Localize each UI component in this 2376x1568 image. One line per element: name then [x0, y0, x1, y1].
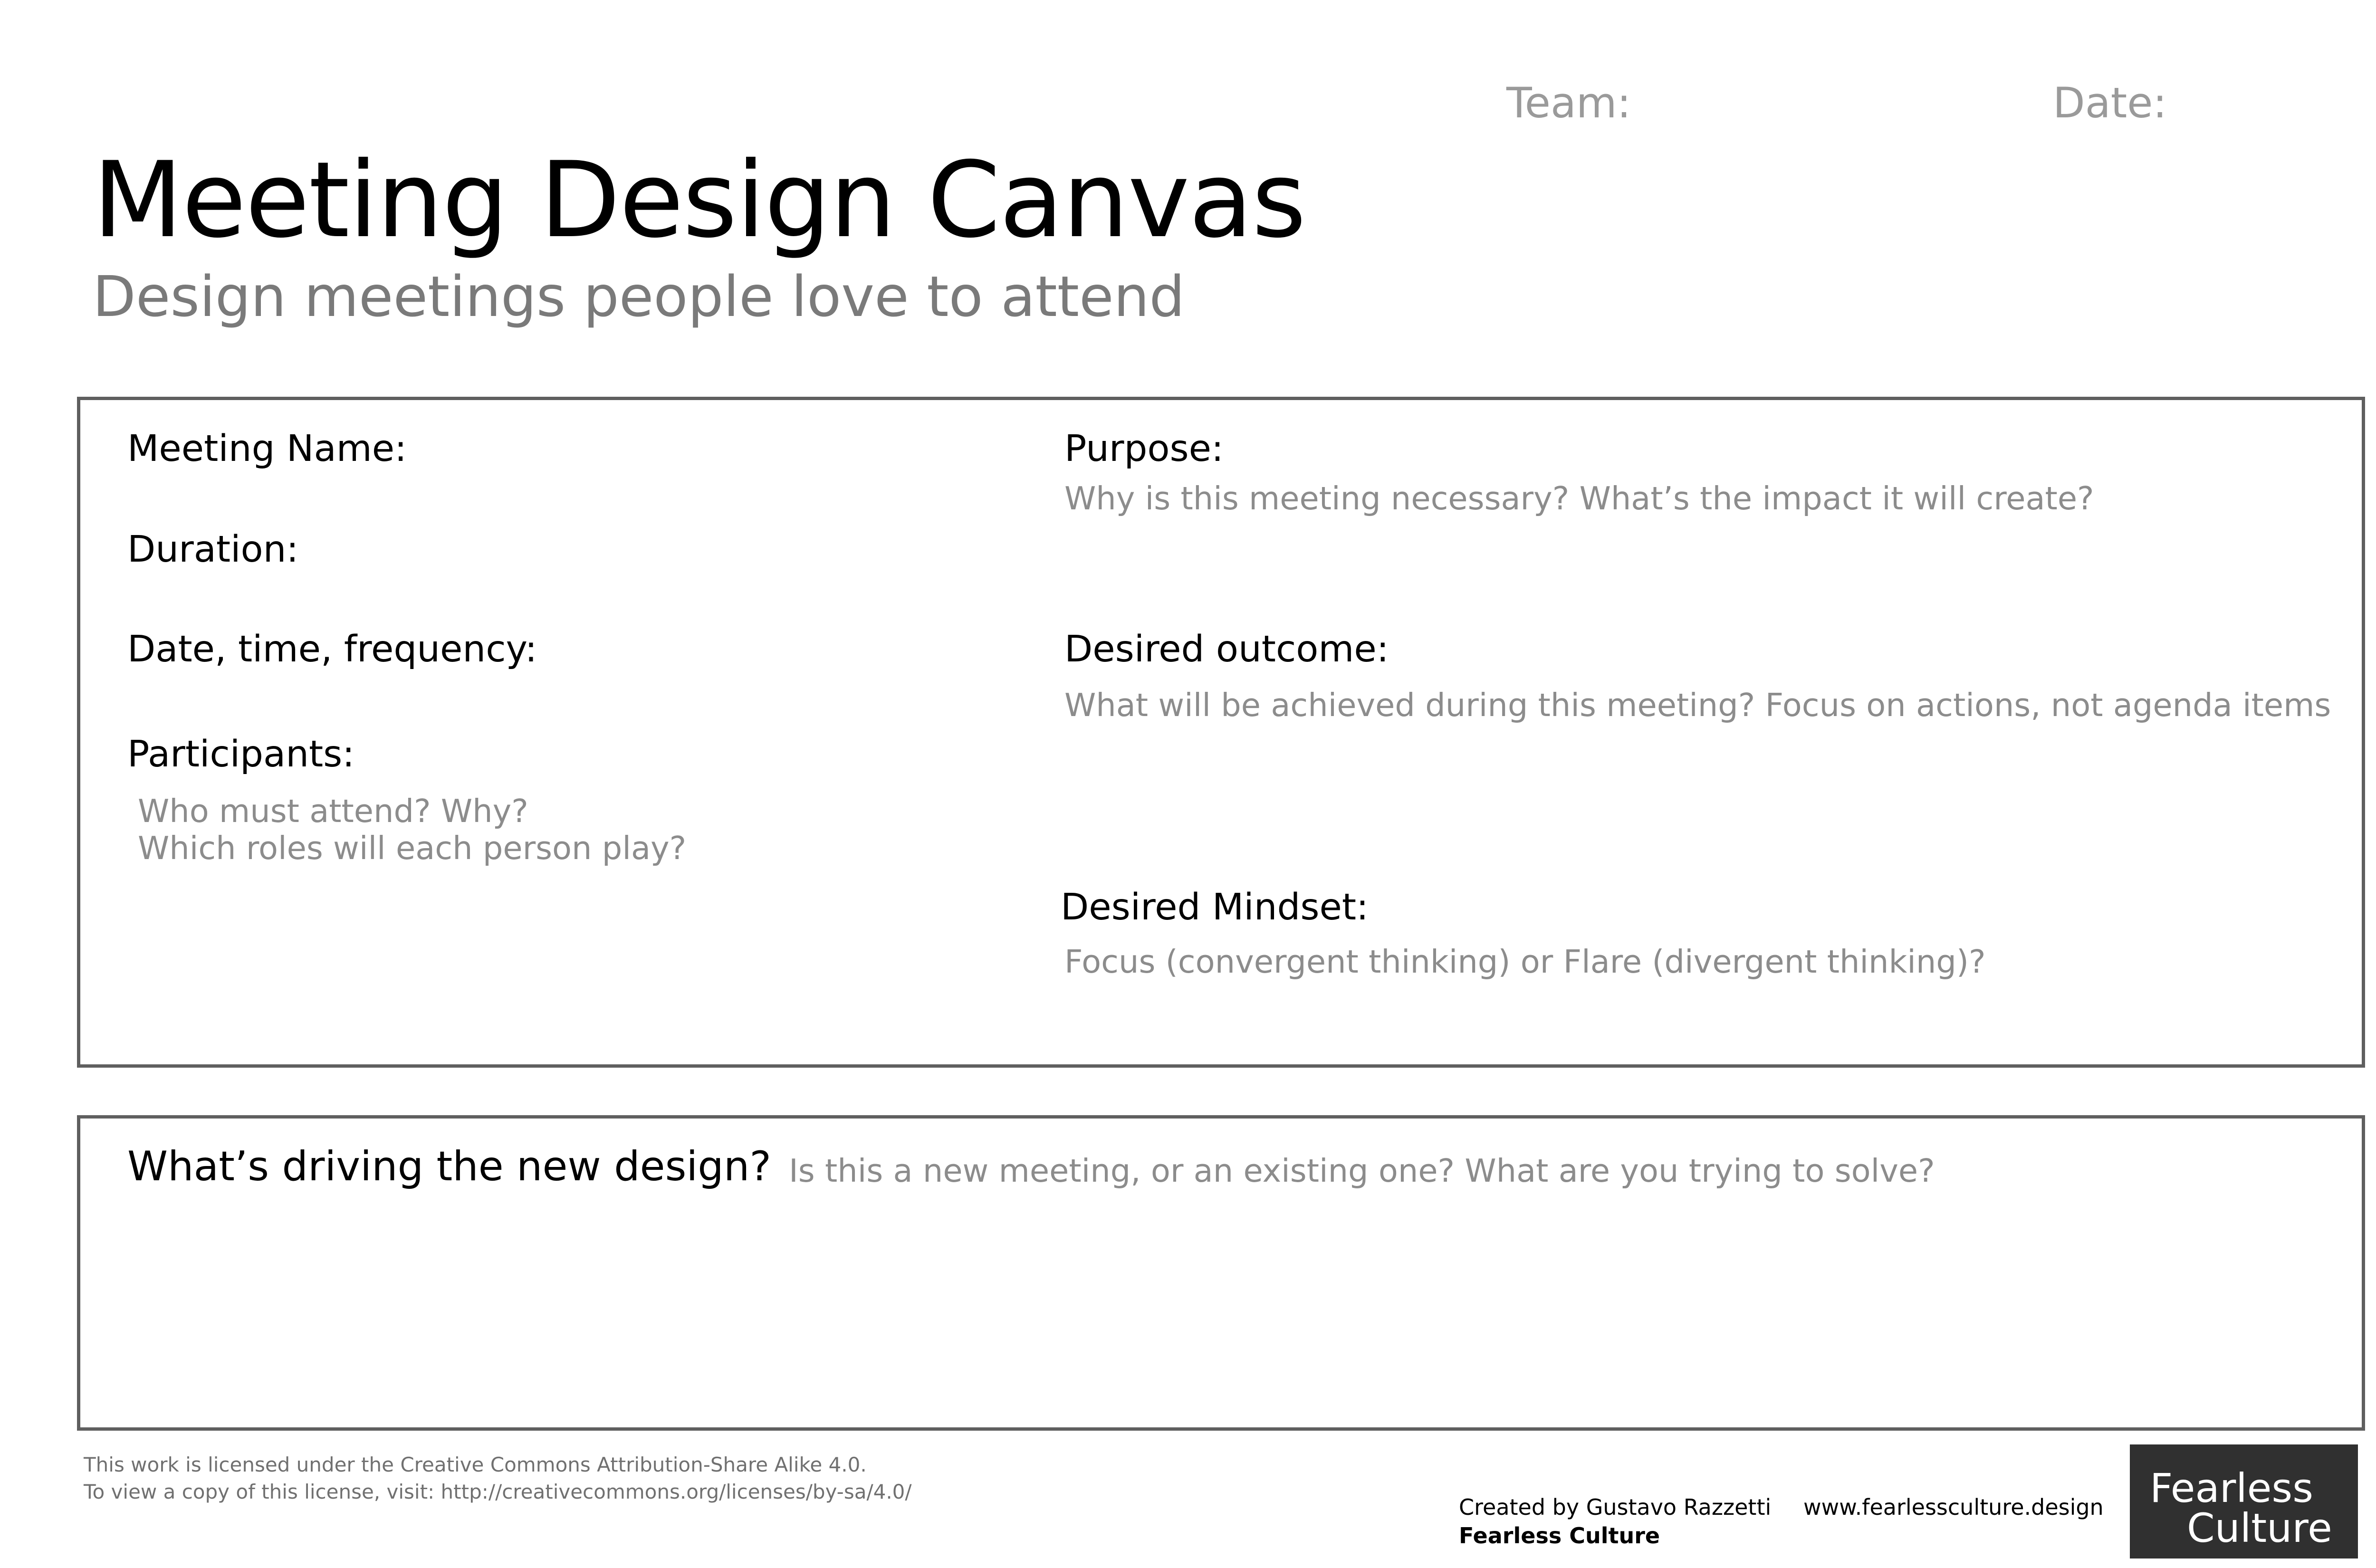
fearless-culture-logo — [2130, 1444, 2358, 1558]
team-label: Team: — [1506, 78, 1631, 127]
duration-label: Duration: — [127, 528, 299, 571]
desired-outcome-hint: What will be achieved during this meeting? Focus on actions, not agenda items — [1064, 687, 2331, 724]
page-title: Meeting Design Canvas — [93, 139, 1305, 261]
driving-design-hint: Is this a new meeting, or an existing one? What are you trying to solve? — [789, 1152, 1935, 1189]
date-label: Date: — [2053, 78, 2167, 127]
desired-mindset-label: Desired Mindset: — [1061, 886, 1369, 928]
participants-hint-line-2: Which roles will each person play? — [138, 830, 687, 867]
desired-mindset-hint: Focus (convergent thinking) or Flare (divergent thinking)? — [1064, 943, 1986, 980]
desired-outcome-label: Desired outcome: — [1064, 628, 1389, 670]
purpose-hint: Why is this meeting necessary? What’s the impact it will create? — [1064, 480, 2094, 517]
company-name: Fearless Culture — [1459, 1523, 1660, 1549]
license-line-2: To view a copy of this license, visit: http://creativecommons.org/licenses/by-sa/4.0/ — [84, 1480, 912, 1503]
logo-line-2: Culture — [2187, 1505, 2332, 1551]
page-subtitle: Design meetings people love to attend — [93, 264, 1185, 329]
license-line-1: This work is licensed under the Creative Commons Attribution-Share Alike 4.0. — [84, 1453, 867, 1476]
participants-hint-line-1: Who must attend? Why? — [138, 793, 528, 830]
purpose-label: Purpose: — [1064, 428, 1224, 470]
date-time-frequency-label: Date, time, frequency: — [127, 628, 537, 670]
participants-label: Participants: — [127, 733, 355, 775]
website-link[interactable]: www.fearlessculture.design — [1803, 1494, 2104, 1520]
meeting-name-label: Meeting Name: — [127, 428, 407, 470]
logo-line-1: Fearless — [2150, 1465, 2313, 1511]
driving-design-label: What’s driving the new design? — [127, 1143, 772, 1190]
created-by: Created by Gustavo Razzetti — [1459, 1494, 1772, 1520]
